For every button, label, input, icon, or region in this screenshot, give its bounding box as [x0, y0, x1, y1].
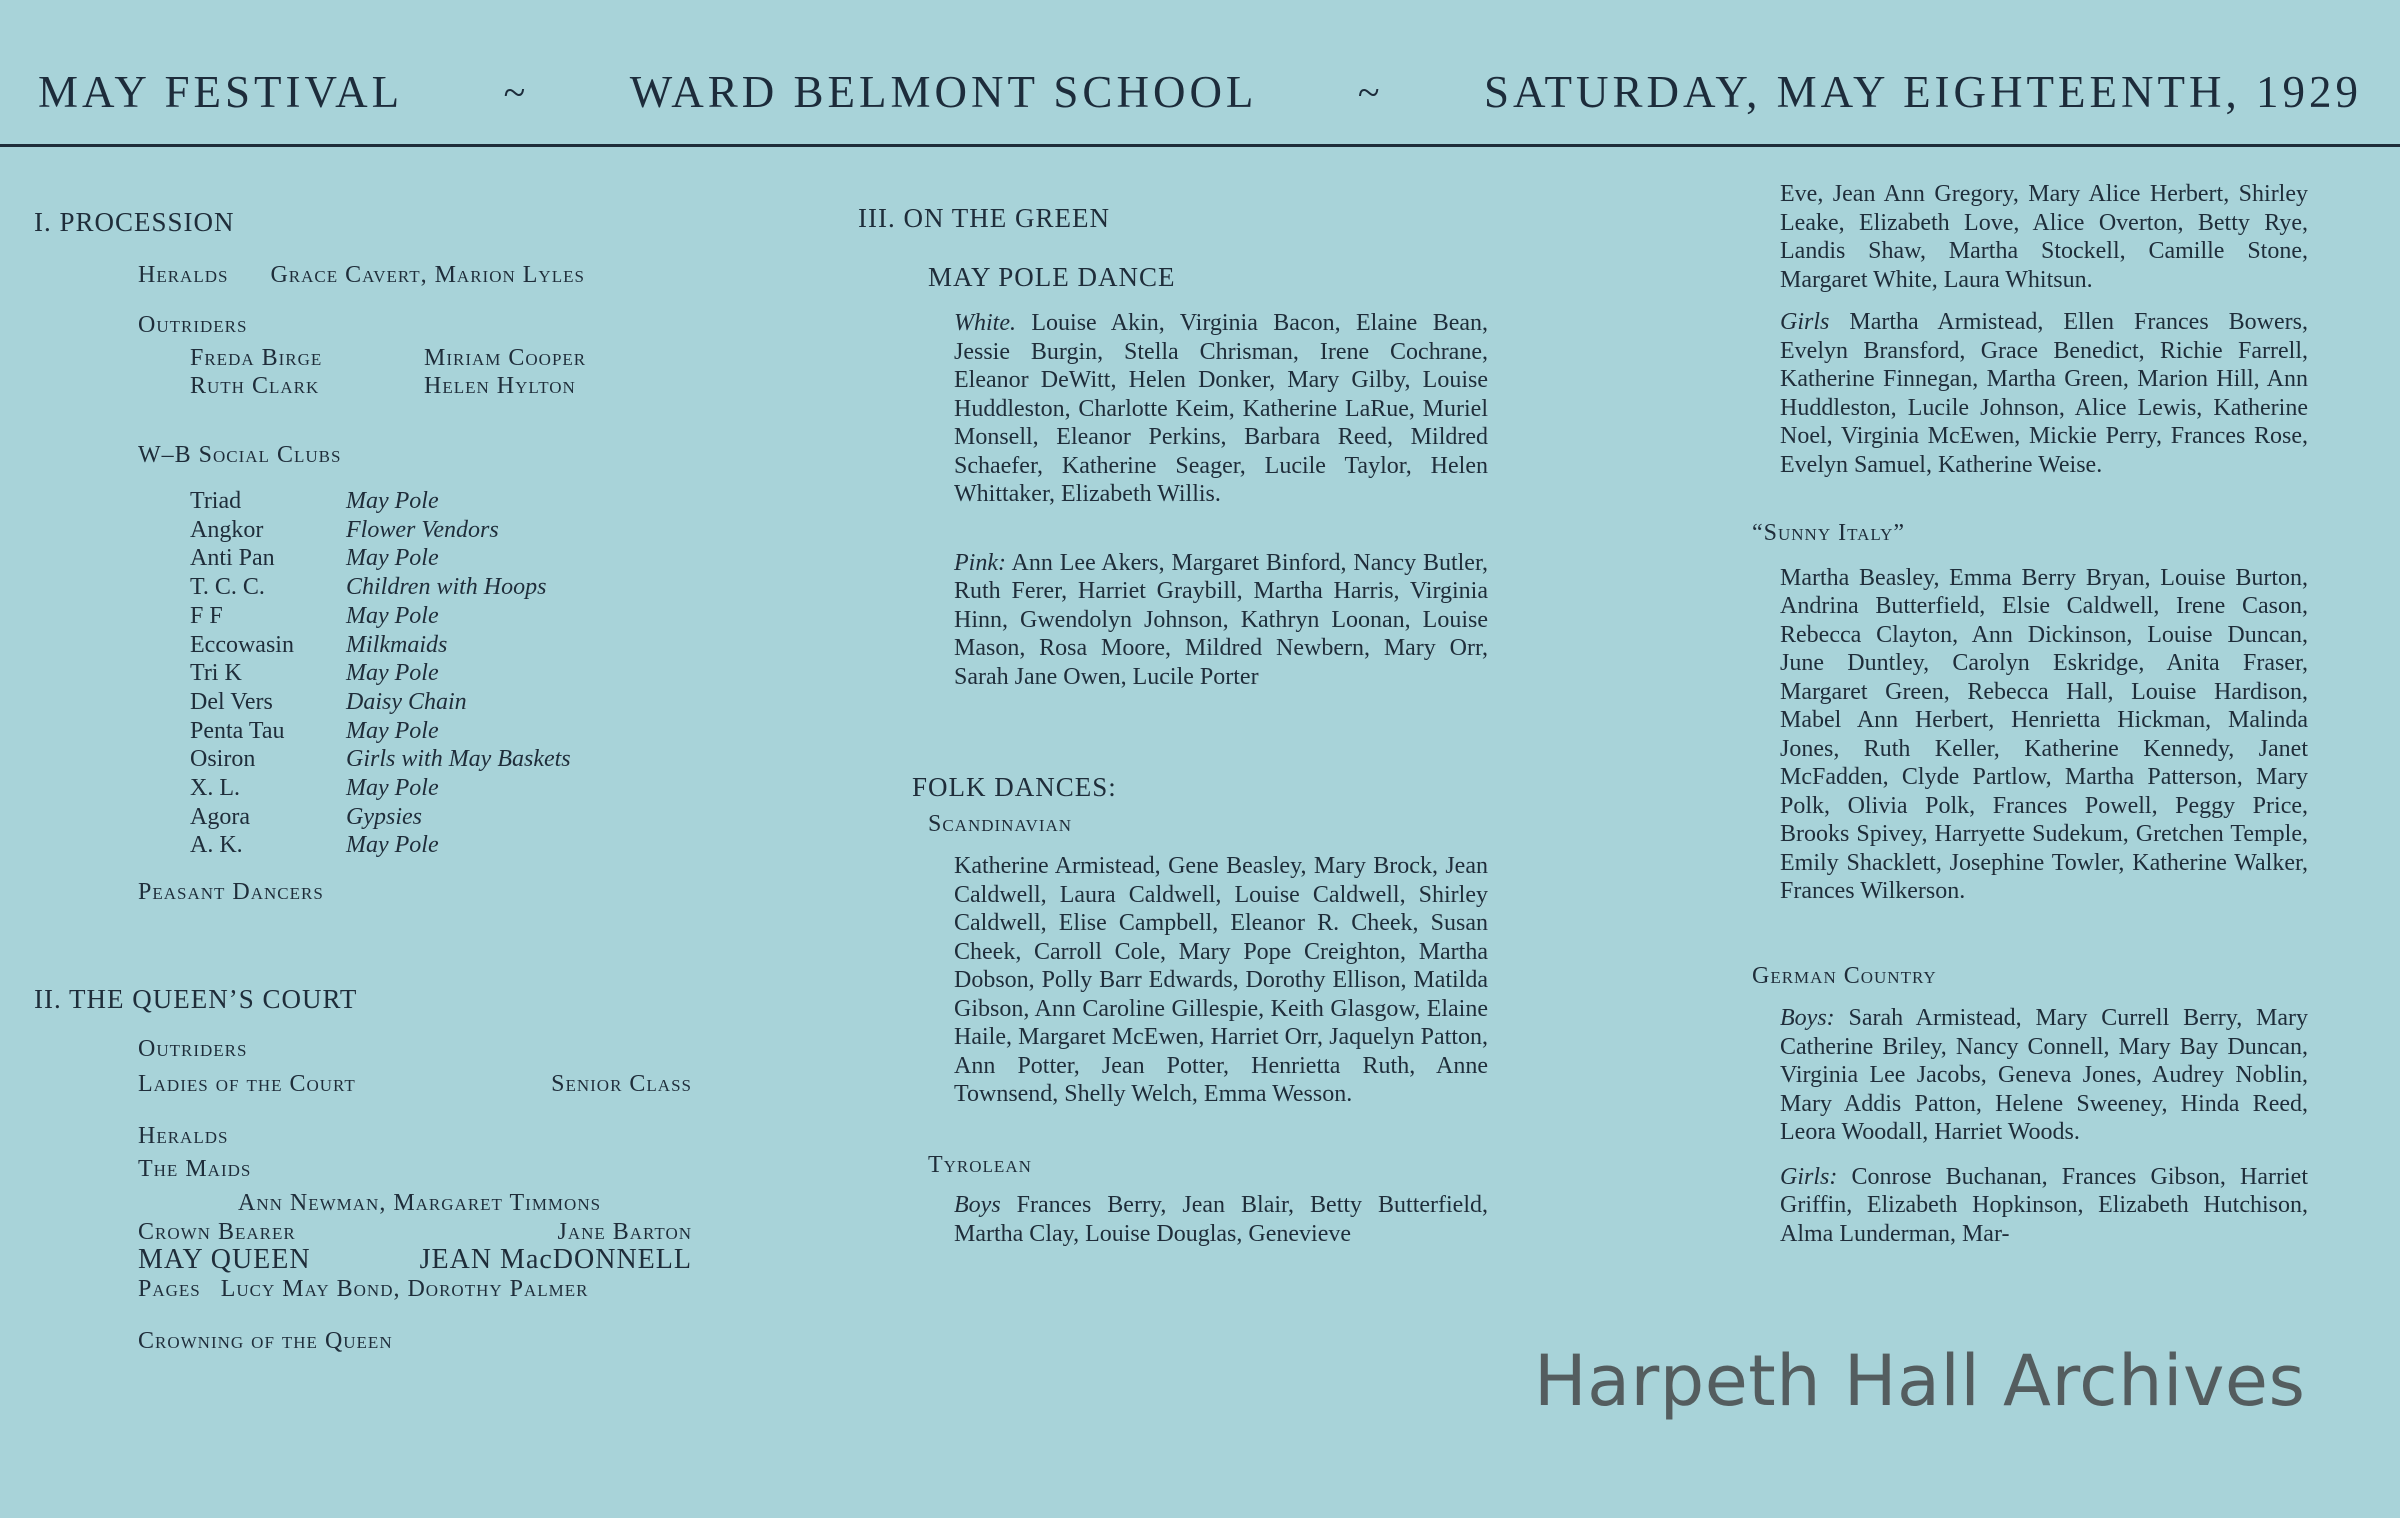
club-role: May Pole	[346, 488, 439, 514]
queens-court-title: II. THE QUEEN’S COURT	[34, 983, 358, 1014]
crown-bearer-row	[138, 1218, 692, 1247]
sunny-italy-names: Martha Beasley, Emma Berry Bryan, Louise Burton, Andrina Butterfield, Elsie Caldwell, Irene Cason, Rebecca Clayton, Ann Dickinson, Louise Duncan, June Duntley, Carolyn Eskridge, Anita Fraser, Margaret Green, Rebecca Hall, Louise Hardison, Mabel Ann Herbert, Henrietta Hickman, Malinda Jones, Ruth Keller, Katherine Kennedy, Janet McFadden, Clyde Partlow, Martha Patterson, Mary Polk, Olivia Polk, Frances Powell, Peggy Price, Brooks Spivey, Harryette Sudekum, Gretchen Temple, Emily Shacklett, Josephine Towler, Katherine Walker, Frances Wilkerson.	[1780, 564, 2308, 904]
tyrolean-girls-names: Martha Armistead, Ellen Frances Bowers, Evelyn Bransford, Grace Benedict, Richie Farrell, Katherine Finnegan, Martha Green, Marion Hill, Ann Huddleston, Lucile Johnson, Alice Lewis, Katherine Noel, Virginia McEwen, Mickie Perry, Frances Rose, Evelyn Samuel, Katherine Weise.	[1780, 309, 2308, 478]
club-name: X. L.	[190, 775, 240, 802]
club-name: Anti Pan	[190, 545, 275, 572]
crowning-label: Crowning of the Queen	[138, 1328, 393, 1355]
club-role: Flower Vendors	[346, 516, 499, 543]
header-rule	[0, 144, 2400, 147]
german-girls-names: Conrose Buchanan, Frances Gibson, Harriet Griffin, Elizabeth Hopkinson, Elizabeth Hutchison, Alma Lunderman, Mar-	[1780, 1163, 2309, 1247]
may-queen-name: JEAN MacDONNELL	[419, 1244, 692, 1276]
club-role: Children with Hoops	[346, 574, 547, 601]
court-outriders-label: Outriders	[138, 1036, 248, 1063]
peasant-dancers-label: Peasant Dancers	[138, 879, 324, 906]
german-girls	[1780, 1163, 2308, 1249]
german-boys-label: Boys:	[1780, 1005, 1835, 1031]
club-name: Osiron	[190, 746, 256, 773]
pages-names: Lucy May Bond, Dorothy Palmer	[220, 1275, 589, 1302]
german-boys	[1780, 1004, 2308, 1147]
column-procession-court	[34, 180, 692, 1356]
club-name: F F	[190, 602, 223, 629]
ladies-value: Senior Class	[551, 1070, 692, 1097]
tyrolean-girls	[1780, 308, 2308, 479]
club-name: Eccowasin	[190, 631, 294, 658]
sunny-italy-label: “Sunny Italy”	[1752, 520, 1906, 546]
procession-title: I. PROCESSION	[34, 207, 235, 237]
column-folk-continued	[1752, 180, 2308, 1248]
social-clubs-list	[190, 487, 674, 860]
heralds-row	[138, 261, 674, 290]
club-role: May Pole	[346, 717, 439, 744]
outrider-name: Miriam Cooper	[424, 344, 587, 371]
tyrolean-boys-names: Frances Berry, Jean Blair, Betty Butterfield, Martha Clay, Louise Douglas, Genevieve	[954, 1192, 1489, 1247]
german-girls-label: Girls:	[1780, 1163, 1838, 1190]
club-role: Daisy Chain	[346, 688, 467, 715]
header-festival: MAY FESTIVAL	[38, 67, 404, 117]
outriders-list	[190, 344, 674, 401]
club-name: Triad	[190, 488, 242, 514]
maids-label: The Maids	[138, 1155, 252, 1182]
white-label: White.	[954, 310, 1016, 336]
outriders-label: Outriders	[138, 312, 248, 338]
pages-label: Pages	[138, 1275, 201, 1302]
tyrolean-boys-continued: Eve, Jean Ann Gregory, Mary Alice Herbert, Shirley Leake, Elizabeth Love, Alice Overton, Betty Rye, Landis Shaw, Martha Stockell, Camille Stone, Margaret White, Laura Whitsun.	[1780, 181, 2308, 293]
tyrolean-boys	[954, 1191, 1488, 1248]
pages-row	[138, 1275, 674, 1304]
pink-names: Ann Lee Akers, Margaret Binford, Nancy Butler, Ruth Ferer, Harriet Graybill, Martha Harris, Virginia Hinn, Gwendolyn Johnson, Kathryn Loonan, Louise Mason, Rosa Moore, Mildred Newbern, Mary Orr, Sarah Jane Owen, Lucile Porter	[954, 549, 1488, 690]
white-names: Louise Akin, Virginia Bacon, Elaine Bean, Jessie Burgin, Stella Chrisman, Irene Cochrane, Eleanor DeWitt, Helen Donker, Mary Gilby, Louise Huddleston, Charlotte Keim, Katherine LaRue, Muriel Monsell, Eleanor Perkins, Barbara Reed, Mildred Schaefer, Katherine Seager, Lucile Taylor, Helen Whittaker, Elizabeth Willis.	[954, 310, 1489, 507]
crown-bearer-label: Crown Bearer	[138, 1218, 296, 1245]
column-on-the-green	[858, 180, 1488, 1248]
tyrolean-girls-label: Girls	[1780, 309, 1830, 335]
court-heralds-label: Heralds	[138, 1123, 229, 1150]
outrider-name: Helen Hylton	[424, 373, 576, 399]
ladies-row	[138, 1070, 692, 1099]
crown-bearer-name: Jane Barton	[557, 1218, 692, 1245]
scandinavian-label: Scandinavian	[928, 810, 1073, 837]
header-separator: ~	[503, 69, 530, 115]
may-queen-row	[138, 1246, 692, 1275]
outrider-name: Freda Birge	[190, 344, 323, 371]
tyrolean-label: Tyrolean	[928, 1151, 1032, 1178]
club-name: A. K.	[190, 832, 243, 859]
club-role: Girls with May Baskets	[346, 746, 571, 773]
may-queen-label: MAY QUEEN	[138, 1244, 311, 1276]
program-header	[38, 60, 2362, 124]
folk-dances-title: FOLK DANCES:	[912, 772, 1117, 802]
club-role: Gypsies	[346, 803, 422, 830]
heralds-label: Heralds	[138, 261, 229, 288]
german-boys-names: Sarah Armistead, Mary Currell Berry, Mary Catherine Briley, Nancy Connell, Mary Bay Duncan, Virginia Lee Jacobs, Geneva Jones, Audrey Noblin, Mary Addis Patton, Helene Sweeney, Hinda Reed, Leora Woodall, Harriet Woods.	[1780, 1005, 2309, 1145]
header-separator: ~	[1357, 69, 1384, 115]
club-role: May Pole	[346, 602, 439, 629]
club-name: Angkor	[190, 516, 264, 543]
pink-label: Pink:	[954, 549, 1006, 576]
may-pole-dance-title: MAY POLE DANCE	[928, 261, 1176, 292]
heralds-names: Grace Cavert, Marion Lyles	[270, 261, 585, 288]
social-clubs-label: W–B Social Clubs	[138, 441, 342, 468]
ladies-label: Ladies of the Court	[138, 1070, 356, 1097]
archive-watermark: Harpeth Hall Archives	[1534, 1340, 2306, 1422]
header-school: WARD BELMONT SCHOOL	[629, 67, 1258, 117]
club-name: Del Vers	[190, 688, 273, 715]
club-name: Penta Tau	[190, 717, 285, 744]
german-country-label: German Country	[1752, 962, 1937, 989]
tyrolean-boys-label: Boys	[954, 1192, 1001, 1218]
club-role: May Pole	[346, 775, 439, 802]
pink-group	[954, 549, 1488, 692]
on-the-green-title: III. ON THE GREEN	[858, 203, 1110, 233]
club-role: May Pole	[346, 832, 439, 859]
club-name: Tri K	[190, 660, 242, 687]
maids-names: Ann Newman, Margaret Timmons	[238, 1190, 602, 1217]
white-group	[954, 309, 1488, 509]
club-role: May Pole	[346, 545, 439, 572]
club-role: Milkmaids	[346, 631, 448, 658]
club-name: T. C. C.	[190, 574, 265, 601]
outrider-name: Ruth Clark	[190, 373, 320, 399]
club-role: May Pole	[346, 660, 439, 687]
scandinavian-names: Katherine Armistead, Gene Beasley, Mary Brock, Jean Caldwell, Laura Caldwell, Louise Caldwell, Shirley Caldwell, Elise Campbell, Eleanor R. Cheek, Susan Cheek, Carroll Cole, Mary Pope Creighton, Martha Dobson, Polly Barr Edwards, Dorothy Ellison, Matilda Gibson, Ann Caroline Gillespie, Keith Glasgow, Elaine Haile, Margaret McEwen, Harriet Orr, Jaquelyn Patton, Ann Potter, Jean Potter, Henrietta Ruth, Anne Townsend, Shelly Welch, Emma Wesson.	[954, 853, 1488, 1107]
club-name: Agora	[190, 803, 250, 830]
header-date: SATURDAY, MAY EIGHTEENTH, 1929	[1484, 67, 2362, 117]
